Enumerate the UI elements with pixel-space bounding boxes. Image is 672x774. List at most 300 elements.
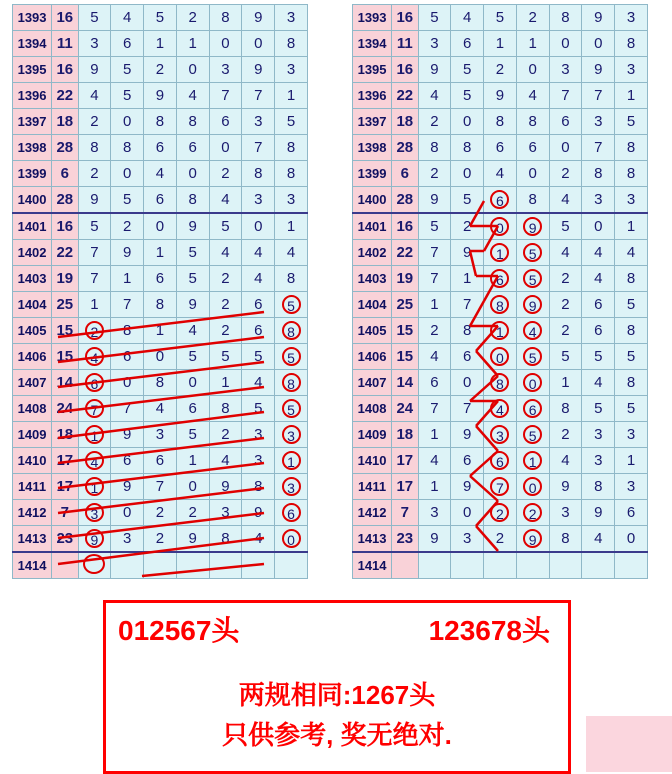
row-index-cell: 1404: [13, 292, 52, 318]
digit-cell: [516, 292, 549, 318]
table-row: [13, 161, 308, 187]
digit-cell: 9: [144, 83, 177, 109]
row-index-cell: 1402: [13, 240, 52, 266]
digit-cell: 4: [549, 240, 582, 266]
row-index-cell: 1402: [353, 240, 392, 266]
digit-cell: 5: [418, 5, 451, 31]
row-sum-cell: [392, 552, 418, 579]
row-sum-cell: 17: [392, 448, 418, 474]
row-sum-cell: 25: [52, 292, 78, 318]
digit-cell: 9: [418, 526, 451, 553]
circle-marker-icon: 3: [282, 425, 301, 444]
digit-cell: 2: [484, 57, 517, 83]
digit-cell: 9: [418, 187, 451, 214]
row-index-cell: 1399: [353, 161, 392, 187]
digit-cell: 2: [144, 526, 177, 553]
digit-cell: 7: [582, 135, 615, 161]
row-index-cell: 1394: [353, 31, 392, 57]
digit-cell: [484, 396, 517, 422]
digit-cell: 3: [549, 57, 582, 83]
digit-cell: 2: [209, 318, 242, 344]
digit-cell: [484, 370, 517, 396]
digit-cell: 5: [275, 109, 308, 135]
table-row: [13, 526, 308, 553]
row-sum-cell: 24: [392, 396, 418, 422]
row-index-cell: 1411: [353, 474, 392, 500]
table-row: [353, 187, 648, 214]
circle-marker-icon: 5: [282, 347, 301, 366]
row-index-cell: 1408: [13, 396, 52, 422]
digit-cell: 6: [549, 109, 582, 135]
table-row: [353, 31, 648, 57]
row-index-cell: 1407: [13, 370, 52, 396]
digit-cell: 3: [209, 500, 242, 526]
digit-cell: [209, 552, 242, 579]
digit-cell: 8: [275, 135, 308, 161]
row-index-cell: 1413: [353, 526, 392, 553]
digit-cell: 4: [242, 266, 275, 292]
row-sum-cell: 28: [52, 135, 78, 161]
circle-marker-icon: 4: [85, 347, 104, 366]
digit-cell: 8: [242, 474, 275, 500]
digit-cell: 9: [176, 526, 209, 553]
circle-marker-icon: 3: [85, 503, 104, 522]
digit-cell: 9: [484, 83, 517, 109]
digit-cell: 4: [582, 370, 615, 396]
digit-cell: [549, 552, 582, 579]
circle-marker-icon: 6: [490, 451, 509, 470]
row-sum-cell: 16: [392, 213, 418, 240]
digit-cell: 2: [418, 318, 451, 344]
circle-marker-icon: 6: [85, 373, 104, 392]
circle-marker-icon: 0: [282, 529, 301, 548]
digit-cell: 0: [176, 474, 209, 500]
circle-marker-icon: 0: [523, 477, 542, 496]
circle-marker-icon: 8: [490, 373, 509, 392]
row-sum-cell: 15: [392, 318, 418, 344]
digit-cell: 8: [275, 161, 308, 187]
table-row: [13, 213, 308, 240]
circle-marker-icon: 0: [490, 217, 509, 236]
table-row: [13, 83, 308, 109]
digit-cell: 1: [176, 448, 209, 474]
digit-cell: 5: [176, 266, 209, 292]
table-row: [353, 474, 648, 500]
digit-cell: 7: [451, 396, 484, 422]
digit-cell: [275, 318, 308, 344]
table-row: [13, 266, 308, 292]
row-index-cell: 1395: [353, 57, 392, 83]
digit-cell: 0: [176, 161, 209, 187]
digit-cell: 4: [582, 266, 615, 292]
digit-cell: 9: [549, 474, 582, 500]
row-sum-cell: 6: [52, 161, 78, 187]
digit-cell: 3: [418, 31, 451, 57]
circle-marker-icon: 8: [490, 295, 509, 314]
digit-cell: [484, 213, 517, 240]
digit-cell: 2: [176, 5, 209, 31]
digit-cell: 1: [144, 318, 177, 344]
digit-cell: 7: [418, 396, 451, 422]
digit-cell: 1: [615, 213, 648, 240]
digit-cell: 7: [549, 83, 582, 109]
digit-cell: 3: [582, 448, 615, 474]
digit-cell: [242, 552, 275, 579]
row-sum-cell: 19: [52, 266, 78, 292]
digit-cell: 4: [242, 370, 275, 396]
row-sum-cell: 22: [392, 240, 418, 266]
digit-cell: 5: [242, 396, 275, 422]
circle-marker-icon: 8: [282, 321, 301, 340]
digit-cell: 6: [242, 292, 275, 318]
row-index-cell: 1412: [353, 500, 392, 526]
table-row: [13, 552, 308, 579]
digit-cell: 1: [484, 31, 517, 57]
digit-cell: 5: [111, 187, 144, 214]
digit-cell: 3: [78, 31, 111, 57]
digit-cell: [516, 240, 549, 266]
digit-cell: 9: [582, 5, 615, 31]
digit-cell: 2: [549, 292, 582, 318]
circle-marker-icon: 5: [523, 243, 542, 262]
row-index-cell: 1400: [13, 187, 52, 214]
digit-cell: 2: [209, 422, 242, 448]
digit-cell: 0: [144, 213, 177, 240]
digit-cell: 4: [242, 240, 275, 266]
digit-cell: 8: [615, 318, 648, 344]
digit-cell: 0: [516, 161, 549, 187]
digit-cell: 9: [451, 474, 484, 500]
digit-cell: 2: [144, 57, 177, 83]
digit-cell: [78, 370, 111, 396]
digit-cell: 5: [484, 5, 517, 31]
digit-cell: 7: [582, 83, 615, 109]
summary-callout: [103, 600, 571, 774]
table-row: [13, 135, 308, 161]
callout-line-2: 两规相同:1267头: [238, 680, 436, 710]
digit-cell: 6: [176, 135, 209, 161]
circle-marker-icon: 6: [490, 190, 509, 209]
digit-cell: 4: [582, 240, 615, 266]
corner-pink-block: [586, 716, 672, 772]
table-row: [353, 109, 648, 135]
digit-cell: [275, 500, 308, 526]
circle-marker-icon: 6: [282, 503, 301, 522]
digit-cell: 9: [451, 240, 484, 266]
row-index-cell: 1399: [13, 161, 52, 187]
row-index-cell: 1393: [353, 5, 392, 31]
table-row: [13, 474, 308, 500]
digit-cell: 3: [111, 526, 144, 553]
table-row: [13, 344, 308, 370]
digit-cell: 8: [275, 266, 308, 292]
digit-cell: 4: [549, 448, 582, 474]
digit-cell: 5: [615, 396, 648, 422]
digit-cell: [484, 448, 517, 474]
row-index-cell: 1403: [353, 266, 392, 292]
digit-cell: 3: [582, 109, 615, 135]
digit-cell: [144, 552, 177, 579]
table-row: [353, 213, 648, 240]
circle-marker-icon: [83, 554, 105, 574]
digit-cell: 3: [242, 448, 275, 474]
table-row: [353, 396, 648, 422]
digit-cell: 2: [418, 161, 451, 187]
row-index-cell: 1395: [13, 57, 52, 83]
table-row: [353, 370, 648, 396]
digit-cell: 8: [615, 135, 648, 161]
digit-cell: 5: [78, 5, 111, 31]
digit-cell: 9: [111, 474, 144, 500]
row-sum-cell: 11: [392, 31, 418, 57]
digit-cell: 4: [451, 5, 484, 31]
row-sum-cell: 7: [52, 500, 78, 526]
digit-cell: 2: [549, 318, 582, 344]
digit-cell: 4: [144, 396, 177, 422]
digit-cell: 0: [111, 161, 144, 187]
digit-cell: [78, 344, 111, 370]
digit-cell: 7: [418, 266, 451, 292]
digit-cell: 0: [615, 526, 648, 553]
digit-cell: 1: [111, 266, 144, 292]
digit-cell: 8: [451, 318, 484, 344]
digit-cell: 6: [111, 31, 144, 57]
table-row: [353, 344, 648, 370]
digit-cell: 4: [176, 83, 209, 109]
digit-cell: 2: [78, 161, 111, 187]
digit-cell: [516, 474, 549, 500]
row-sum-cell: 22: [52, 240, 78, 266]
row-sum-cell: 15: [52, 344, 78, 370]
row-sum-cell: 18: [392, 422, 418, 448]
row-index-cell: 1413: [13, 526, 52, 553]
digit-cell: 6: [516, 135, 549, 161]
row-sum-cell: 24: [52, 396, 78, 422]
digit-cell: 5: [615, 109, 648, 135]
circle-marker-icon: 9: [523, 529, 542, 548]
digit-cell: 0: [242, 213, 275, 240]
row-index-cell: 1411: [13, 474, 52, 500]
digit-cell: 9: [242, 5, 275, 31]
digit-cell: 5: [176, 422, 209, 448]
digit-cell: 4: [549, 187, 582, 214]
digit-cell: [111, 552, 144, 579]
digit-cell: 1: [418, 292, 451, 318]
digit-cell: [516, 422, 549, 448]
digit-cell: 8: [209, 396, 242, 422]
digit-cell: 9: [78, 187, 111, 214]
circle-marker-icon: 0: [490, 347, 509, 366]
digit-cell: 1: [418, 422, 451, 448]
digit-cell: 0: [582, 213, 615, 240]
digit-cell: 1: [418, 474, 451, 500]
digit-cell: 3: [615, 474, 648, 500]
circle-marker-icon: 5: [523, 347, 542, 366]
row-sum-cell: 18: [52, 109, 78, 135]
digit-cell: 2: [516, 5, 549, 31]
row-index-cell: 1414: [13, 552, 52, 579]
circle-marker-icon: 3: [282, 477, 301, 496]
digit-cell: [176, 552, 209, 579]
row-index-cell: 1393: [13, 5, 52, 31]
digit-cell: 8: [242, 161, 275, 187]
circle-marker-icon: 5: [282, 399, 301, 418]
circle-marker-icon: 5: [523, 269, 542, 288]
row-index-cell: 1409: [13, 422, 52, 448]
digit-cell: [275, 292, 308, 318]
table-row: [353, 57, 648, 83]
digit-cell: 6: [484, 135, 517, 161]
digit-cell: 2: [549, 266, 582, 292]
digit-cell: 6: [111, 344, 144, 370]
digit-cell: 4: [615, 240, 648, 266]
digit-cell: 1: [209, 370, 242, 396]
digit-cell: 0: [451, 370, 484, 396]
row-sum-cell: 18: [392, 109, 418, 135]
row-sum-cell: 22: [52, 83, 78, 109]
digit-cell: 8: [209, 526, 242, 553]
digit-cell: 7: [209, 83, 242, 109]
digit-cell: [484, 266, 517, 292]
digit-cell: 6: [418, 370, 451, 396]
digit-cell: 8: [549, 396, 582, 422]
table-row: [353, 552, 648, 579]
digit-cell: 6: [144, 135, 177, 161]
digit-cell: [484, 552, 517, 579]
table-row: [353, 83, 648, 109]
circle-marker-icon: 6: [523, 399, 542, 418]
digit-cell: [516, 344, 549, 370]
digit-cell: 7: [451, 292, 484, 318]
digit-cell: 3: [275, 187, 308, 214]
digit-cell: 8: [615, 370, 648, 396]
digit-cell: 5: [582, 344, 615, 370]
digit-cell: 8: [418, 135, 451, 161]
digit-cell: 1: [549, 370, 582, 396]
digit-cell: 0: [582, 31, 615, 57]
digit-cell: 3: [615, 57, 648, 83]
digit-cell: 4: [516, 83, 549, 109]
digit-cell: 9: [111, 422, 144, 448]
row-sum-cell: 28: [52, 187, 78, 214]
digit-cell: 8: [111, 318, 144, 344]
row-sum-cell: 15: [392, 344, 418, 370]
digit-cell: 3: [242, 422, 275, 448]
digit-cell: 0: [451, 500, 484, 526]
digit-cell: [484, 187, 517, 214]
digit-cell: 8: [451, 135, 484, 161]
table-row: [353, 500, 648, 526]
row-index-cell: 1408: [353, 396, 392, 422]
digit-cell: 8: [516, 187, 549, 214]
circle-marker-icon: 2: [85, 321, 104, 340]
digit-cell: [275, 422, 308, 448]
digit-cell: 8: [78, 135, 111, 161]
digit-cell: 5: [111, 83, 144, 109]
digit-cell: 9: [242, 500, 275, 526]
digit-cell: 3: [242, 187, 275, 214]
circle-marker-icon: 4: [85, 451, 104, 470]
digit-cell: 4: [176, 318, 209, 344]
digit-cell: 0: [176, 57, 209, 83]
digit-cell: 4: [209, 240, 242, 266]
digit-cell: 0: [111, 500, 144, 526]
row-sum-cell: 16: [52, 57, 78, 83]
table-row: [13, 448, 308, 474]
digit-cell: 9: [176, 292, 209, 318]
circle-marker-icon: 7: [490, 477, 509, 496]
digit-cell: 0: [451, 161, 484, 187]
digit-cell: 4: [418, 344, 451, 370]
circle-marker-icon: 9: [85, 529, 104, 548]
circle-marker-icon: 1: [85, 425, 104, 444]
digit-cell: 5: [176, 344, 209, 370]
row-index-cell: 1398: [13, 135, 52, 161]
digit-cell: 8: [615, 266, 648, 292]
digit-cell: 4: [582, 526, 615, 553]
digit-cell: 0: [111, 370, 144, 396]
row-sum-cell: 17: [52, 448, 78, 474]
table-row: [353, 135, 648, 161]
digit-cell: 6: [615, 500, 648, 526]
digit-cell: 6: [582, 292, 615, 318]
digit-cell: 7: [78, 266, 111, 292]
row-sum-cell: 23: [52, 526, 78, 553]
digit-cell: 2: [549, 422, 582, 448]
digit-cell: [275, 526, 308, 553]
digit-cell: 0: [242, 31, 275, 57]
table-row: [353, 240, 648, 266]
row-index-cell: 1396: [13, 83, 52, 109]
digit-cell: 8: [144, 109, 177, 135]
table-row: [13, 5, 308, 31]
digit-cell: 0: [549, 31, 582, 57]
digit-cell: 1: [451, 266, 484, 292]
digit-cell: 5: [549, 344, 582, 370]
circle-marker-icon: 8: [282, 373, 301, 392]
digit-cell: 0: [176, 370, 209, 396]
digit-cell: 5: [144, 5, 177, 31]
digit-cell: 3: [144, 422, 177, 448]
row-sum-cell: 18: [52, 422, 78, 448]
digit-cell: 5: [209, 213, 242, 240]
circle-marker-icon: 3: [490, 425, 509, 444]
row-index-cell: 1397: [353, 109, 392, 135]
callout-line-3: 只供参考, 奖无绝对.: [222, 720, 452, 750]
digit-cell: [275, 474, 308, 500]
digit-cell: 5: [615, 292, 648, 318]
row-sum-cell: 25: [392, 292, 418, 318]
digit-cell: 6: [144, 187, 177, 214]
row-index-cell: 1394: [13, 31, 52, 57]
digit-cell: 9: [209, 474, 242, 500]
digit-cell: 1: [615, 448, 648, 474]
digit-cell: 8: [176, 187, 209, 214]
row-sum-cell: 7: [392, 500, 418, 526]
digit-cell: 8: [209, 5, 242, 31]
digit-cell: 1: [615, 83, 648, 109]
digit-cell: 3: [549, 500, 582, 526]
digit-cell: 7: [111, 396, 144, 422]
digit-cell: 4: [418, 448, 451, 474]
digit-cell: 6: [451, 448, 484, 474]
digit-cell: 3: [209, 57, 242, 83]
digit-cell: 8: [582, 161, 615, 187]
digit-cell: 9: [451, 422, 484, 448]
row-index-cell: 1405: [13, 318, 52, 344]
row-sum-cell: 14: [392, 370, 418, 396]
digit-cell: [78, 500, 111, 526]
